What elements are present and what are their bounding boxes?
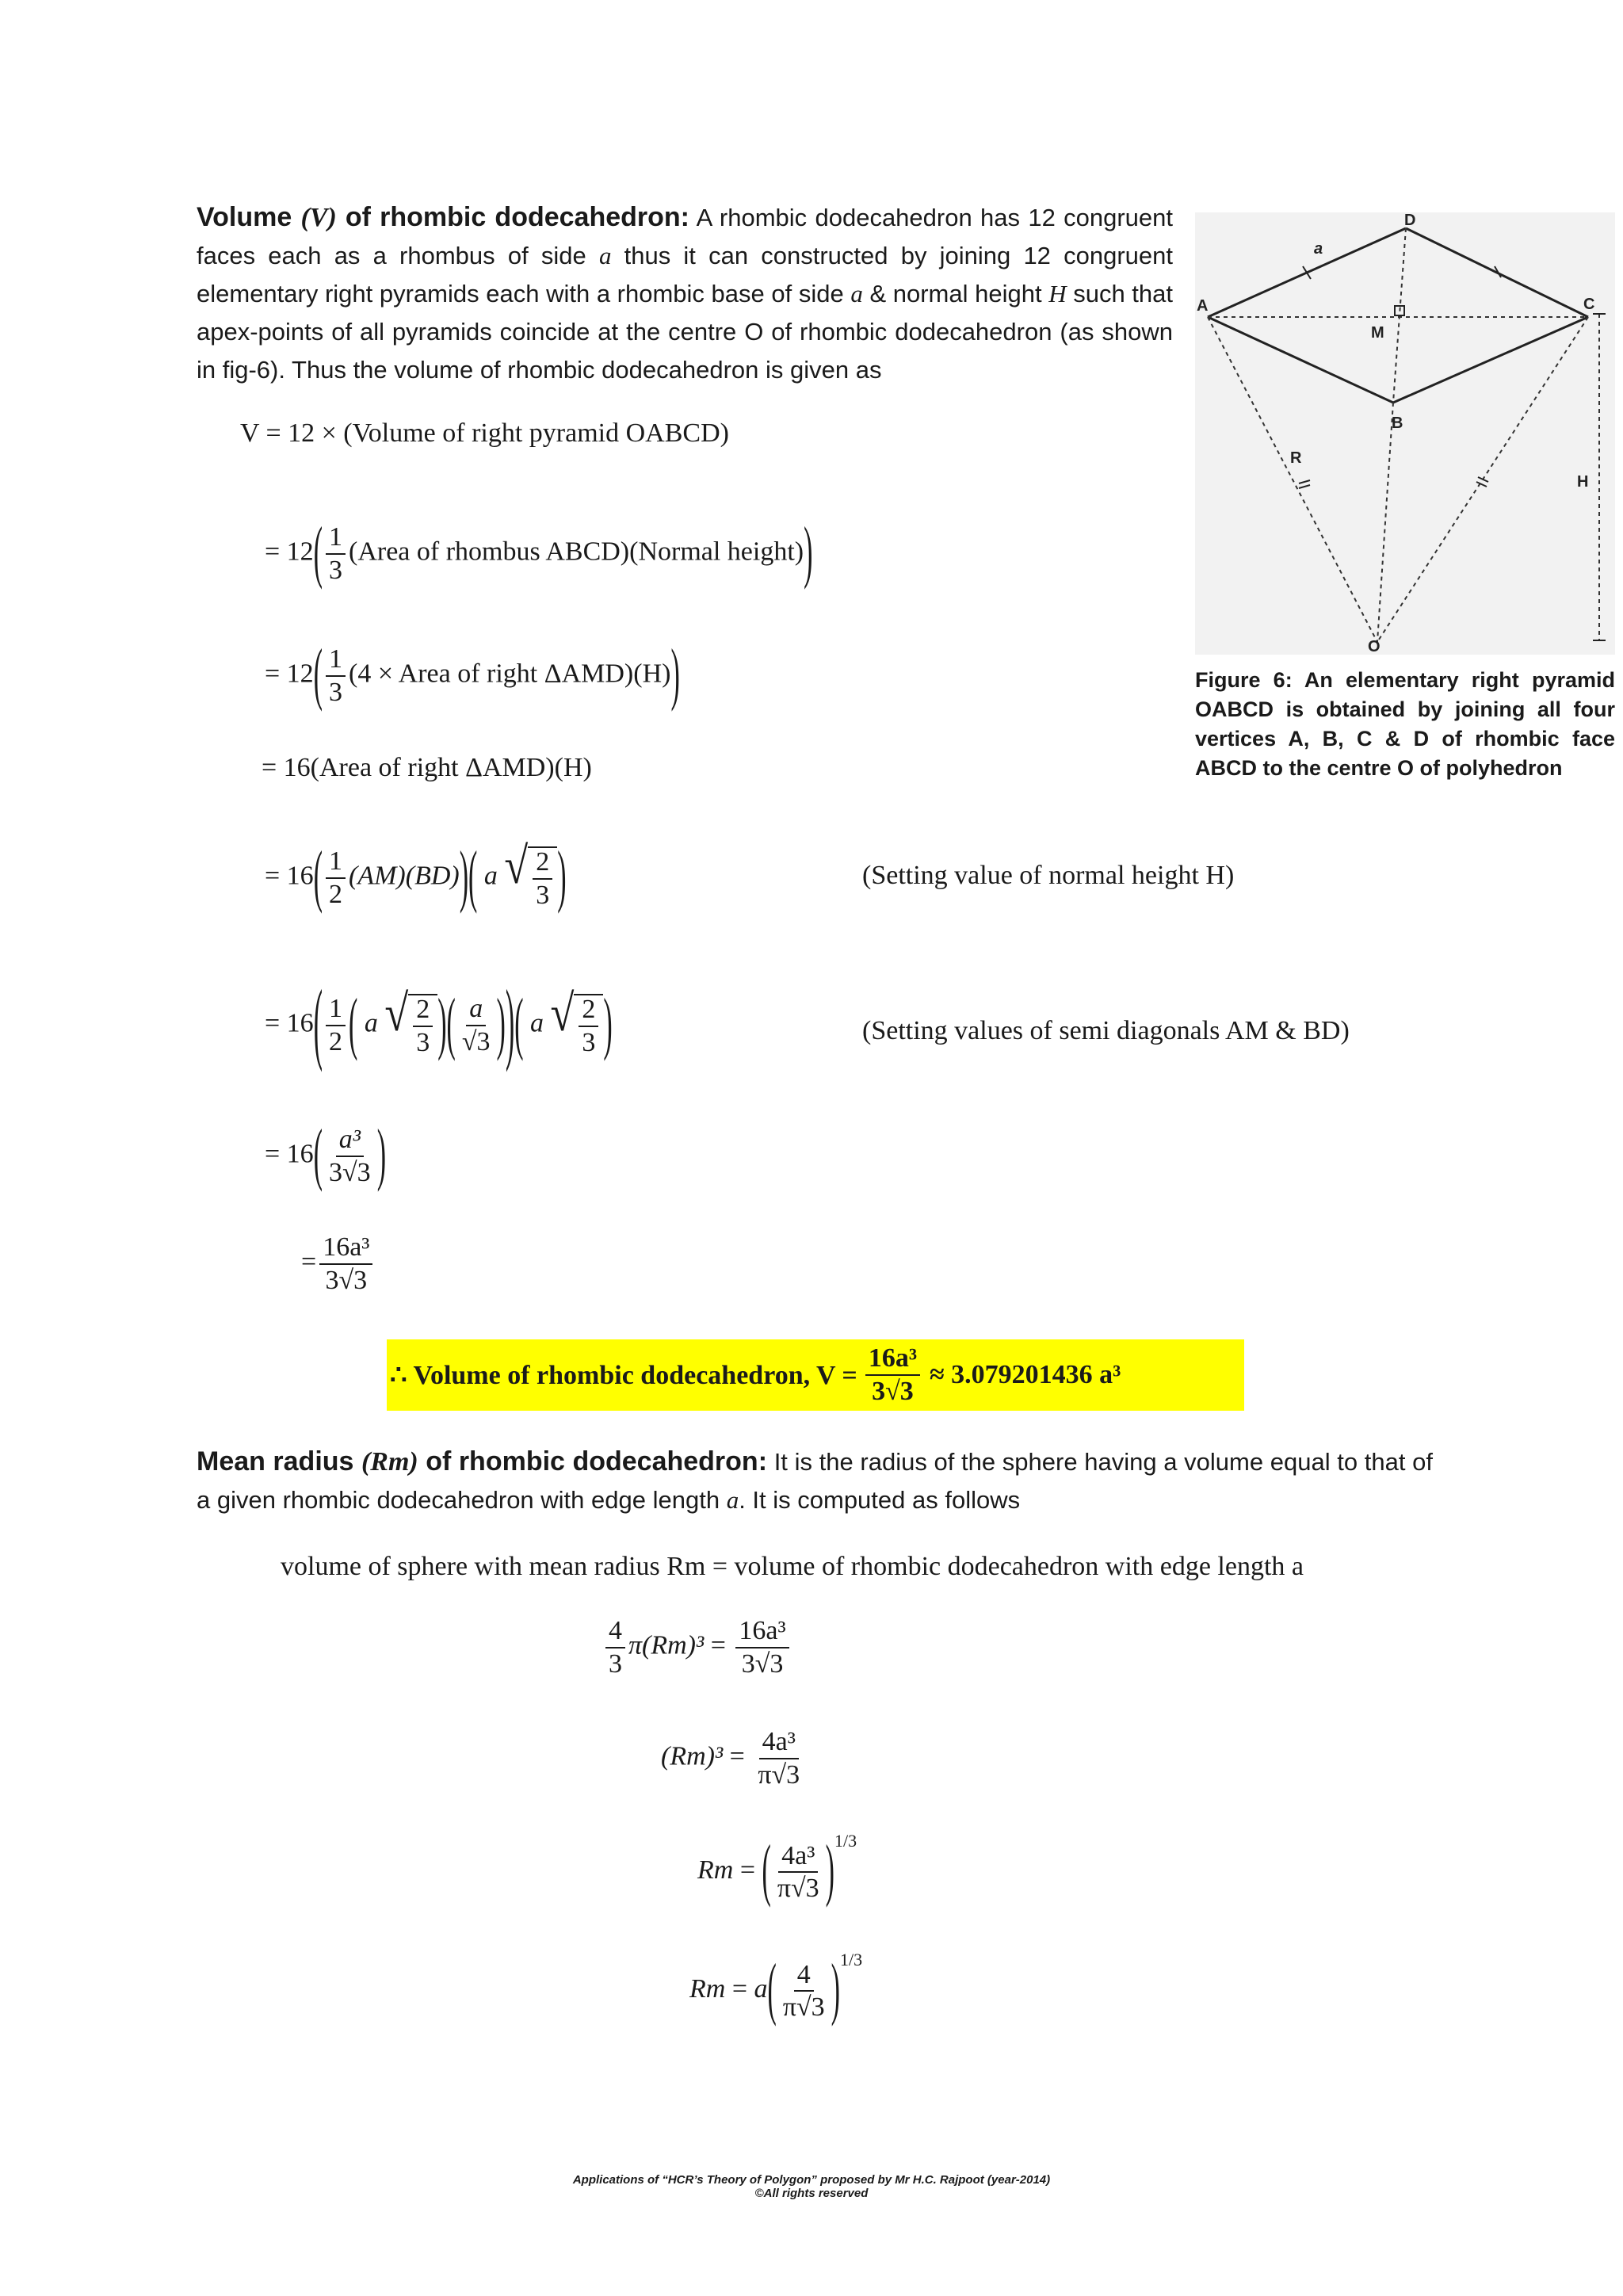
section-heading-volume: Volume (V) of rhombic dodecahedron: <box>197 202 690 232</box>
equation-1: V = 12 × (Volume of right pyramid OABCD) <box>240 418 729 448</box>
label-O: O <box>1368 638 1381 655</box>
figure-6-pyramid-diagram <box>1195 212 1615 655</box>
equation-6: = 16( $\frac{1}{2}$ ( a √ $\frac{2}{3}$ )( $\frac{a}{√3}$ ))( a √ $\frac{2}{3}$ ) <box>265 974 613 1074</box>
volume-intro-paragraph: Volume (V) of rhombic dodecahedron: A rhombic dodecahedron has 12 congruent faces each as a rhombus of side a thus it can constructed by joining 12 congruent elementary right pyramids each with a rhombic base of side a & normal height H such that apex-points of all pyramids coincide at the centre O of rhombic dodecahedron (as shown in fig-6). Thus the volume of rhombic dodecahedron is given as <box>197 202 1174 384</box>
mean-equation-3: Rm = ( $\frac{\text{4a³}}{\pi√3}$ )$^{1/3}$ <box>697 1831 857 1910</box>
result-approx: ≈ 3.079201436 a³ <box>930 1360 1121 1389</box>
note-normal-height: (Setting value of normal height H) <box>862 861 1235 890</box>
equation-3: = 12( $\frac{1}{3}$ (4 × Area of right ΔAMD)(H)) <box>265 636 680 713</box>
equation-8: = $\frac{\text{16a³}}{3√3}$ <box>301 1233 376 1294</box>
label-B: B <box>1392 415 1403 432</box>
equation-5: = 16( $\frac{1}{2}$ (AM)(BD))( a √ $\frac{2}{3}$ ) <box>265 837 567 915</box>
figure-6-caption: Figure 6: An elementary right pyramid OABCD is obtained by joining all four vertices A, B, C & D of rhombic face ABCD to the centre O of polyhedron <box>1195 668 1615 780</box>
mean-equation-2: (Rm)³ = $\frac{\text{4a³}}{\pi√3}$ <box>661 1727 800 1790</box>
footer-line-1: Applications of “HCR’s Theory of Polygon” proposed by Mr H.C. Rajpoot (year-2014) <box>572 2173 1051 2187</box>
edge-BA <box>1208 317 1393 403</box>
page-footer <box>495 2173 1128 2200</box>
edge-DC <box>1406 228 1588 317</box>
label-D: D <box>1404 212 1416 229</box>
edge-AO <box>1208 317 1377 642</box>
label-A: A <box>1197 297 1209 315</box>
edge-CB <box>1393 317 1588 403</box>
equation-4: = 16(Area of right ΔAMD)(H) <box>262 753 592 782</box>
mean-equation-1: $\frac{4}{3}$ π(Rm)³ = $\frac{\text{16a³}}{3√3}$ <box>602 1617 792 1678</box>
footer-line-2: ©All rights reserved <box>754 2187 869 2200</box>
mean-equation-4: Rm = a( $\frac{4}{\pi√3}$ )$^{1/3}$ <box>689 1950 863 2029</box>
label-C: C <box>1583 296 1595 313</box>
note-semi-diagonals: (Setting values of semi diagonals AM & BD) <box>862 1016 1350 1045</box>
mean-radius-statement: volume of sphere with mean radius Rm = volume of rhombic dodecahedron with edge length a <box>281 1552 1304 1581</box>
volume-result-box: ∴ Volume of rhombic dodecahedron, V = $\frac{\text{16a³}}{3√3}$ ≈ 3.079201436 a³ <box>387 1339 1244 1411</box>
label-R: R <box>1290 449 1302 467</box>
edge-BO <box>1377 403 1393 642</box>
equation-2: = 12( $\frac{1}{3}$ (Area of rhombus ABCD)(Normal height)) <box>265 514 813 591</box>
section-heading-mean-radius: Mean radius (Rm) of rhombic dodecahedron: <box>197 1446 768 1477</box>
result-label: ∴ Volume of rhombic dodecahedron, V = <box>390 1361 857 1390</box>
equation-7: = 16( $\frac{\text{a³}}{3√3}$ ) <box>265 1117 387 1194</box>
label-M: M <box>1371 324 1384 342</box>
mean-radius-paragraph: Mean radius (Rm) of rhombic dodecahedron: It is the radius of the sphere having a volume equal to that of a given rhombic dodecahedron with edge length a. It is computed as follows <box>197 1446 1434 1514</box>
label-a: a <box>1314 240 1323 258</box>
label-H: H <box>1577 473 1589 491</box>
